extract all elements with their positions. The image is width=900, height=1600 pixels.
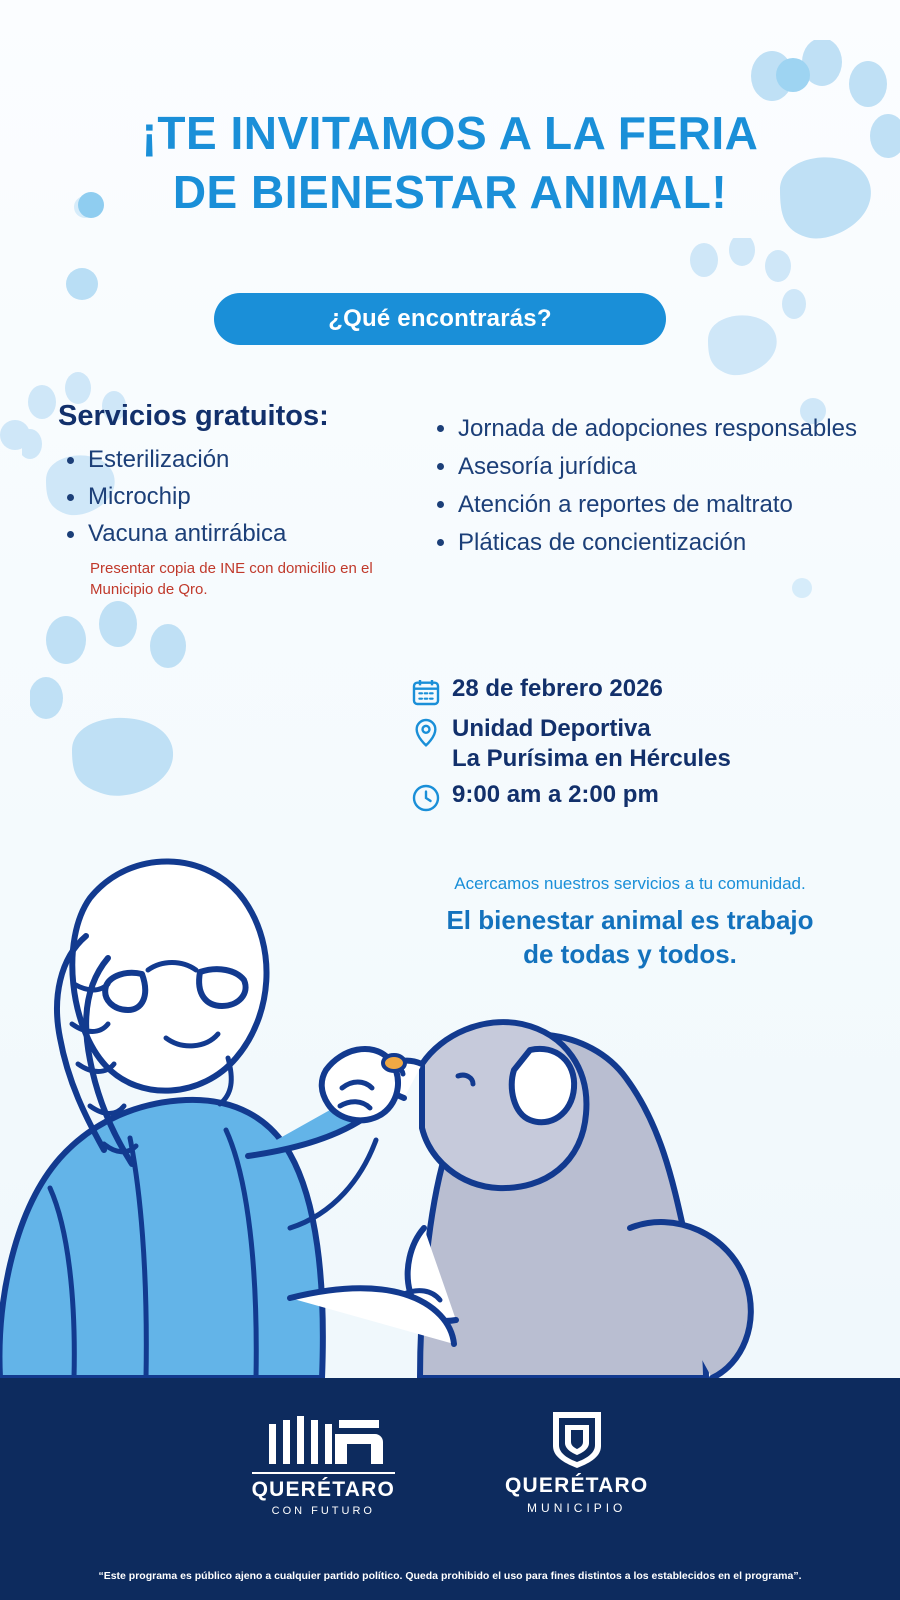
municipal-shield-icon bbox=[505, 1412, 648, 1468]
list-item: Pláticas de concientización bbox=[430, 526, 870, 560]
page-title-line-1: ¡TE INVITAMOS A LA FERIA bbox=[141, 107, 759, 159]
arches-logo-icon bbox=[252, 1410, 395, 1466]
list-item: Esterilización bbox=[58, 443, 418, 478]
paw-print-icon bbox=[680, 238, 810, 378]
free-services-list bbox=[58, 443, 418, 551]
event-date: 28 de febrero 2026 bbox=[452, 675, 663, 702]
logo-name: QUERÉTARO bbox=[252, 1472, 395, 1502]
requirements-note: Presentar copia de INE con domicilio en el Municipio de Qro. bbox=[90, 560, 373, 598]
logo-subtitle: MUNICIPIO bbox=[527, 1501, 627, 1515]
decorative-dot bbox=[66, 268, 98, 300]
logo-queretaro-municipio bbox=[505, 1412, 648, 1515]
list-item: Microchip bbox=[58, 480, 418, 515]
logo-subtitle: CON FUTURO bbox=[271, 1505, 375, 1517]
location-pin-icon bbox=[410, 716, 442, 748]
list-item: Atención a reportes de maltrato bbox=[430, 488, 870, 522]
list-item: Vacuna antirrábica bbox=[58, 517, 418, 552]
activities-list bbox=[430, 412, 870, 560]
activities-section bbox=[430, 412, 870, 564]
page-title-line-2: DE BIENESTAR ANIMAL! bbox=[172, 165, 728, 218]
free-services-section bbox=[58, 400, 418, 600]
page-title bbox=[0, 104, 900, 222]
closing-headline-line-2: de todas y todos. bbox=[523, 938, 737, 969]
logo-queretaro-con-futuro bbox=[252, 1410, 395, 1517]
decorative-dot bbox=[0, 420, 30, 450]
event-time: 9:00 am a 2:00 pm bbox=[452, 780, 659, 808]
decorative-dot bbox=[792, 578, 812, 598]
closing-subtitle: Acercamos nuestros servicios a tu comunidad. bbox=[454, 874, 806, 893]
illustration-woman-and-dog bbox=[0, 758, 770, 1378]
logo-name: QUERÉTARO bbox=[505, 1474, 649, 1497]
closing-headline-line-1: El bienestar animal es trabajo bbox=[446, 904, 814, 935]
free-services-heading: Servicios gratuitos: bbox=[58, 400, 329, 432]
event-location-line-1: Unidad Deportiva bbox=[452, 715, 651, 742]
question-banner: ¿Qué encontrarás? bbox=[214, 293, 666, 345]
legal-disclaimer: “Este programa es público ajeno a cualquier partido político. Queda prohibido el uso para fines distintos a los establecidos en el programa”. bbox=[98, 1570, 802, 1582]
event-location-line-2: La Purísima en Hércules bbox=[452, 744, 731, 772]
calendar-icon bbox=[410, 676, 442, 708]
footer bbox=[0, 1378, 900, 1600]
decorative-dot bbox=[78, 192, 104, 218]
list-item: Jornada de adopciones responsables bbox=[430, 412, 870, 446]
footer-logos bbox=[0, 1378, 900, 1517]
event-date-row bbox=[410, 674, 880, 708]
decorative-dot bbox=[776, 58, 810, 92]
list-item: Asesoría jurídica bbox=[430, 450, 870, 484]
